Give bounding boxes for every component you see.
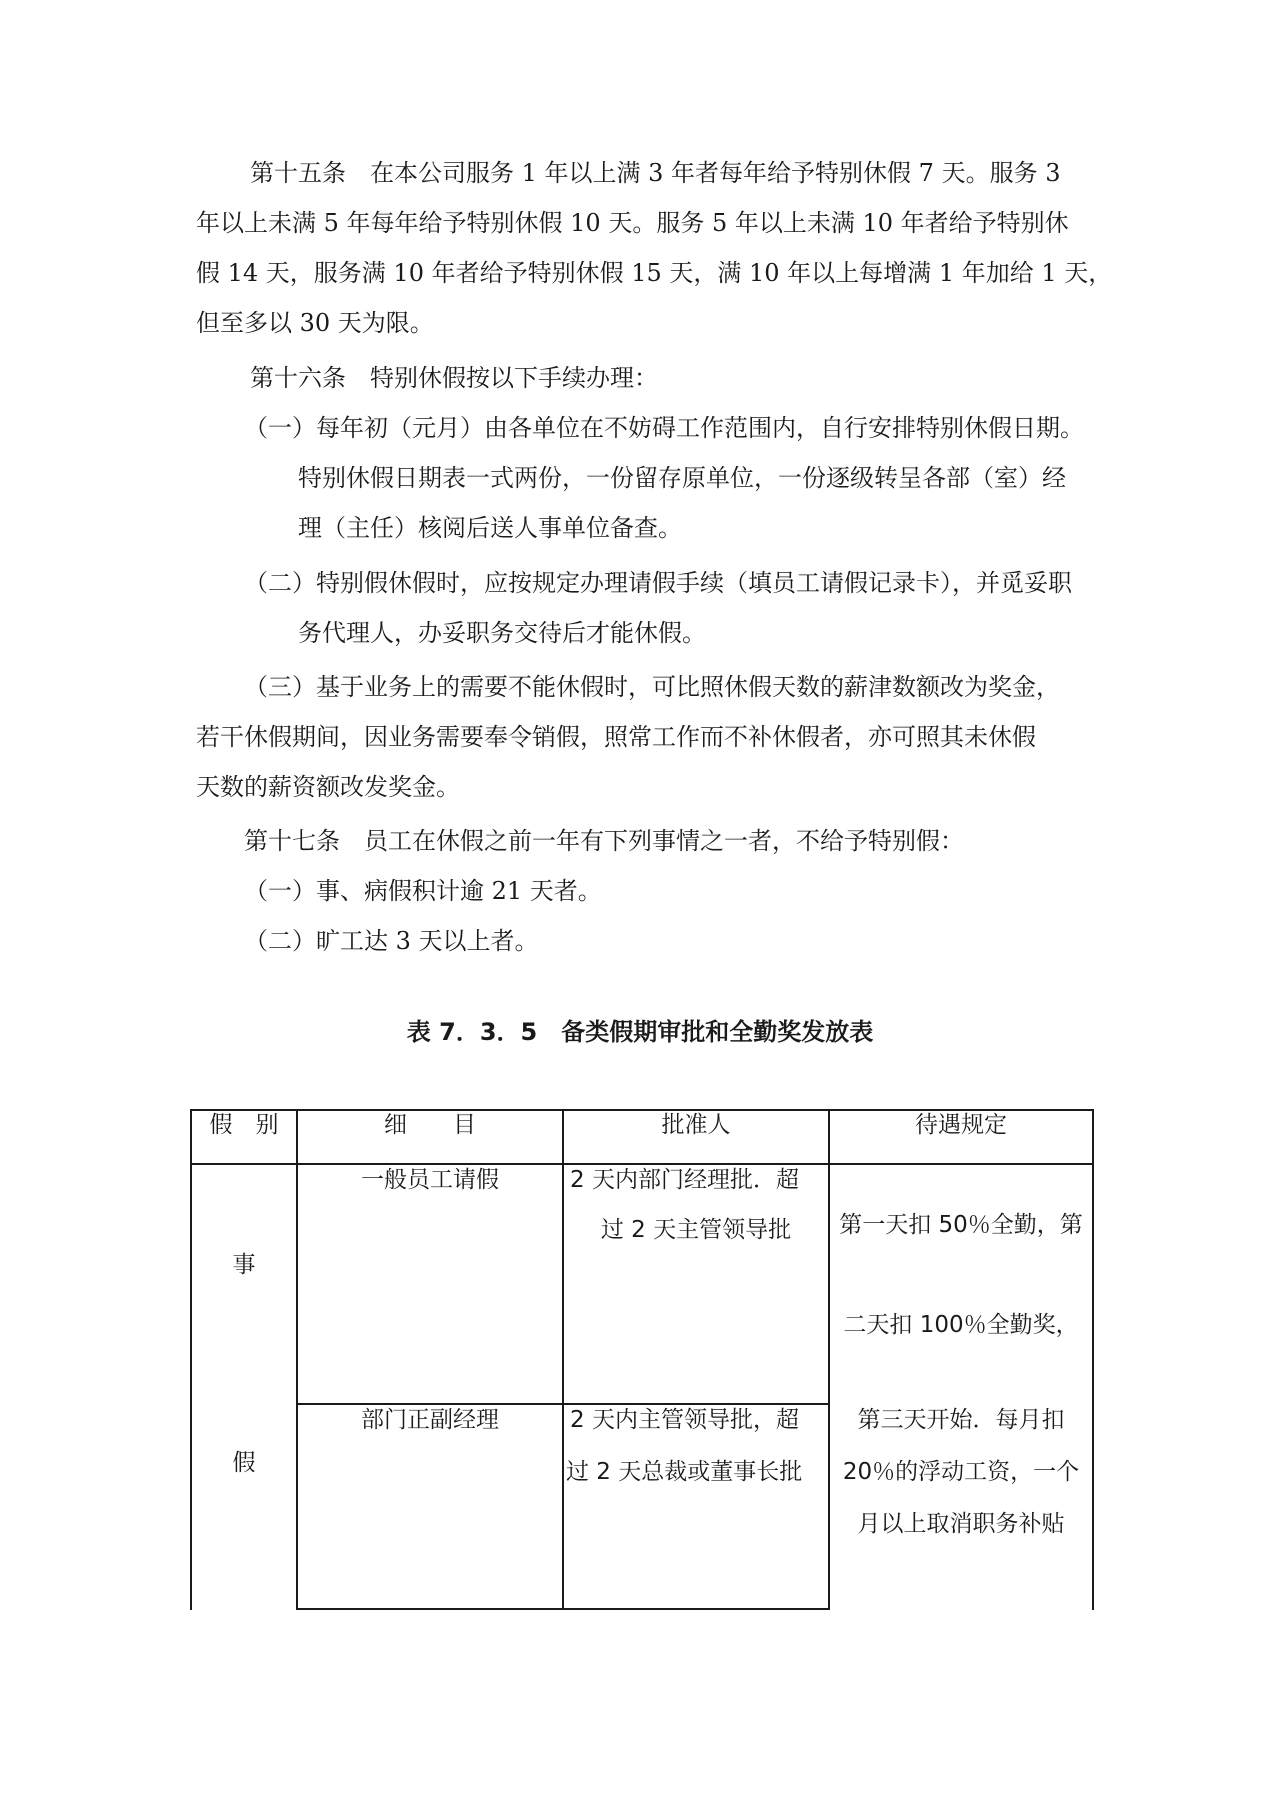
table-cell-treatment: 月以上取消职务补贴 (857, 1511, 1065, 1537)
table-cell-treatment: 20％的浮动工资，一个 (842, 1459, 1080, 1485)
text-line: 第十七条 员工在休假之前一年有下列事情之一者，不给予特别假： (244, 827, 964, 855)
table-border (190, 1109, 192, 1610)
table-cell-approver: 2 天内主管领导批，超 (570, 1407, 799, 1433)
text-line: 若干休假期间，因业务需要奉令销假，照常工作而不补休假者，亦可照其未休假 (196, 723, 1036, 751)
table-cell-treatment: 第三天开始．每月扣 (857, 1407, 1065, 1433)
table-header-cell: 批准人 (661, 1112, 731, 1138)
table-cell-item: 部门正副经理 (361, 1407, 499, 1433)
table-border (562, 1109, 564, 1610)
table-cell-approver: 过 2 天主管领导批 (600, 1217, 792, 1243)
table-cell-approver: 2 天内部门经理批．超 (570, 1167, 799, 1193)
table-cell-treatment: 第一天扣 50％全勤，第 (839, 1212, 1083, 1238)
text-line: （二）旷工达 3 天以上者。 (244, 927, 539, 955)
text-line: 天数的薪资额改发奖金。 (196, 773, 460, 801)
text-line: （一）事、病假积计逾 21 天者。 (244, 877, 602, 905)
text-line: 理（主任）核阅后送人事单位备查。 (298, 514, 682, 542)
text-line: 第十六条 特别休假按以下手续办理： (250, 364, 658, 392)
text-line: 第十五条 在本公司服务 1 年以上满 3 年者每年给予特别休假 7 天。服务 3 (250, 159, 1061, 187)
table-header-cell: 假 别 (209, 1112, 279, 1138)
leave-category-char: 事 (232, 1252, 256, 1278)
leave-category-char: 假 (232, 1450, 256, 1476)
text-line: 务代理人，办妥职务交待后才能休假。 (298, 619, 706, 647)
table-cell-item: 一般员工请假 (361, 1167, 499, 1193)
text-line: 年以上未满 5 年每年给予特别休假 10 天。服务 5 年以上未满 10 年者给予特别休 (196, 209, 1069, 237)
text-line: （二）特别假休假时，应按规定办理请假手续（填员工请假记录卡），并觅妥职 (244, 569, 1072, 597)
table-header-cell: 待遇规定 (915, 1112, 1007, 1138)
table-border (1092, 1109, 1094, 1610)
table-header-cell: 细 目 (384, 1112, 476, 1138)
table-cell-approver: 过 2 天总裁或董事长批 (566, 1459, 803, 1485)
text-line: （三）基于业务上的需要不能休假时，可比照休假天数的薪津数额改为奖金， (244, 673, 1060, 701)
text-line: 特别休假日期表一式两份，一份留存原单位，一份逐级转呈各部（室）经 (298, 464, 1066, 492)
table-cell-treatment: 二天扣 100％全勤奖， (843, 1312, 1079, 1338)
text-line: 假 14 天，服务满 10 年者给予特别休假 15 天，满 10 年以上每增满 1 年加给 1 天， (196, 259, 1113, 287)
text-line: （一）每年初（元月）由各单位在不妨碍工作范围内，自行安排特别休假日期。 (244, 414, 1084, 442)
table-caption: 表 7．3．5 备类假期审批和全勤奖发放表 (406, 1018, 874, 1046)
text-line: 但至多以 30 天为限。 (196, 309, 434, 337)
